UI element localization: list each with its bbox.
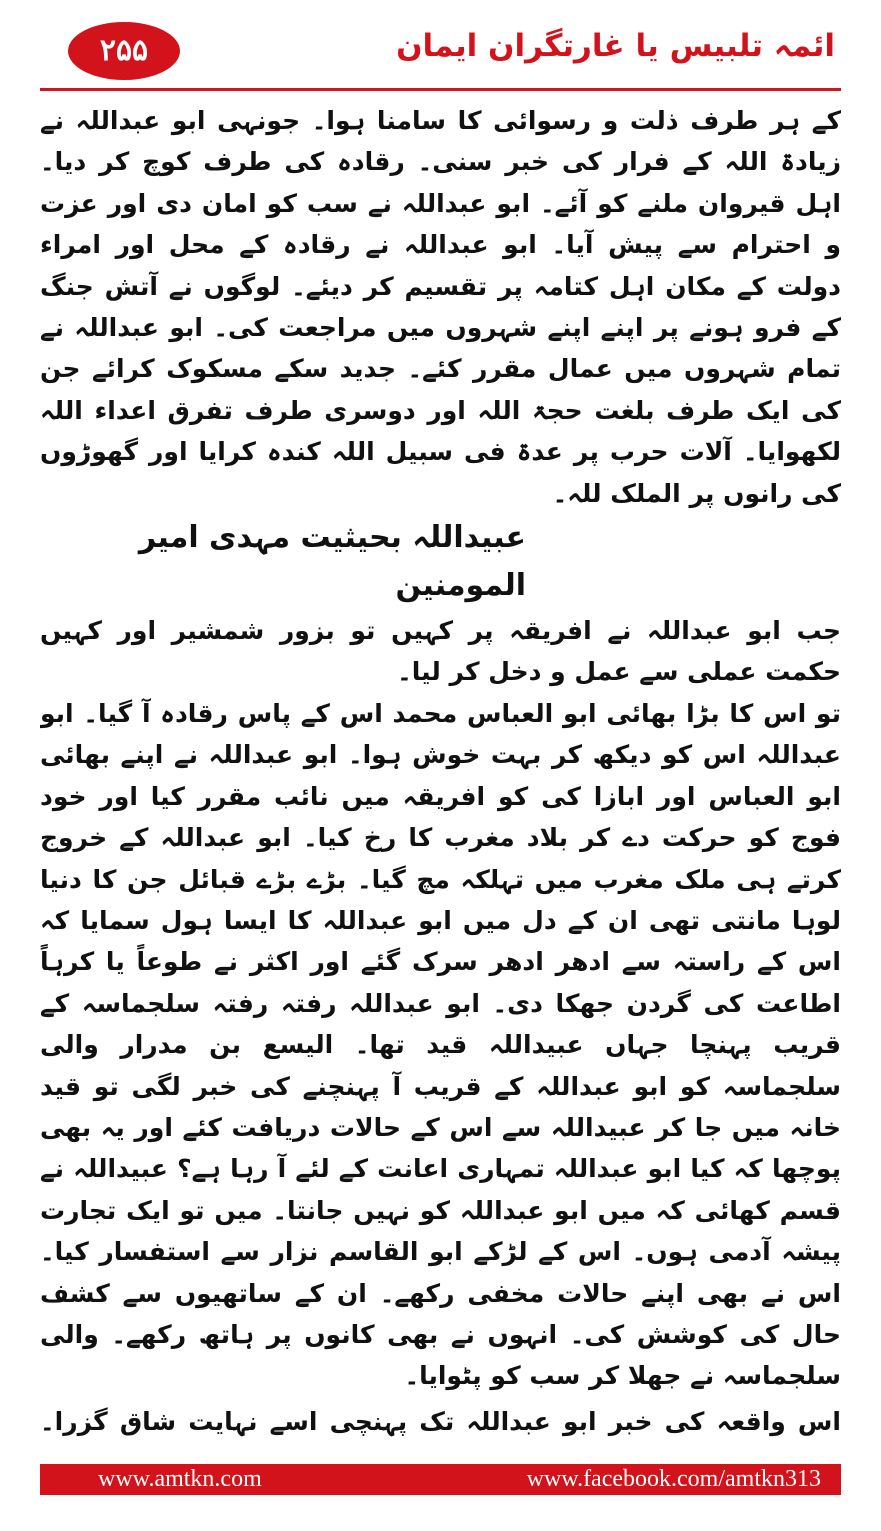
- paragraph-3: تو اس کا بڑا بھائی ابو العباس محمد اس کے پاس رقادہ آ گیا۔ ابو عبداللہ اس کو دیکھ کر بہت خوش ہوا۔ ابو عبداللہ نے اپنے بھائی ابو العباس اور ابازا کی کو افریقہ میں نائب مقرر کیا اور خود فوج کو حرکت دے کر بلاد مغرب کا رخ کیا۔ ابو عبداللہ کے خروج کرتے ہی ملک مغرب میں تہلکہ مچ گیا۔ بڑے بڑے قبائل جن کا دنیا لوہا مانتی تھی ان کے دل میں ابو عبداللہ کا ایسا ہول سمایا کہ اس کے راستہ سے ادھر ادھر سرک گئے اور اکثر نے طوعاً یا کرہاً اطاعت کی گردن جھکا دی۔ ابو عبداللہ رفتہ رفتہ سلجماسہ کے قریب پہنچا جہاں عبیداللہ قید تھا۔ الیسع بن مدرار والی سلجماسہ کو ابو عبداللہ کے قریب آ پہنچنے کی خبر لگی تو قید خانہ میں جا کر عبیداللہ سے اس کے حالات دریافت کئے اور یہ بھی پوچھا کہ کیا ابو عبداللہ تمہاری اعانت کے لئے آ رہا ہے؟ عبیداللہ نے قسم کھائی کہ میں ابو عبداللہ کو نہیں جانتا۔ میں تو ایک تجارت پیشہ آدمی ہوں۔ اس کے لڑکے ابو القاسم نزار سے استفسار کیا۔ اس نے بھی اپنے حالات مخفی رکھے۔ ان کے ساتھیوں سے کشف حال کی کوشش کی۔ انہوں نے بھی کانوں پر ہاتھ رکھے۔ والی سلجماسہ نے جھلا کر سب کو پٹوایا۔: [40, 698, 841, 1391]
- paragraph-1: کے ہر طرف ذلت و رسوائی کا سامنا ہوا۔ جونہی ابو عبداللہ نے زیادۃ اللہ کے فرار کی خبر سنی۔ رقادہ کی طرف کوچ کر دیا۔ اہل قیروان ملنے کو آئے۔ ابو عبداللہ نے سب کو امان دی اور عزت و احترام سے پیش آیا۔ ابو عبداللہ نے رقادہ کے محل اور امراء دولت کے مکان اہل کتامہ پر تقسیم کر دیئے۔ لوگوں نے آتش جنگ کے فرو ہونے پر اپنے اپنے شہروں میں مراجعت کی۔ ابو عبداللہ نے تمام شہروں میں عمال مقرر کئے۔ جدید سکے مسکوک کرائے جن کی ایک طرف بلغت حجۃ اللہ اور دوسری طرف تفرق اعداء اللہ لکھوایا۔ آلات حرب پر عدۃ فی سبیل اللہ کندہ کرایا اور گھوڑوں کی رانوں پر الملک للہ۔: [40, 106, 841, 508]
- book-title: ائمہ تلبیس یا غارتگران ایمان: [396, 28, 835, 64]
- website-link[interactable]: www.amtkn.com: [98, 1466, 262, 1492]
- page-body: [40, 100, 841, 1445]
- paragraph-4: اس واقعہ کی خبر ابو عبداللہ تک پہنچی اسے نہایت شاق گزرا۔: [40, 1406, 841, 1436]
- facebook-link[interactable]: www.facebook.com/amtkn313: [526, 1466, 821, 1492]
- paragraph-2: جب ابو عبداللہ نے افریقہ پر کہیں تو بزور شمشیر اور کہیں حکمت عملی سے عمل و دخل کر لیا۔: [40, 616, 841, 687]
- section-heading: عبیداللہ بحیثیت مہدی امیر المومنین: [138, 520, 526, 604]
- header-divider: [40, 88, 841, 91]
- page-header: [40, 22, 841, 84]
- page-number-badge: ۲۵۵: [68, 22, 180, 80]
- page-footer: [40, 1464, 841, 1495]
